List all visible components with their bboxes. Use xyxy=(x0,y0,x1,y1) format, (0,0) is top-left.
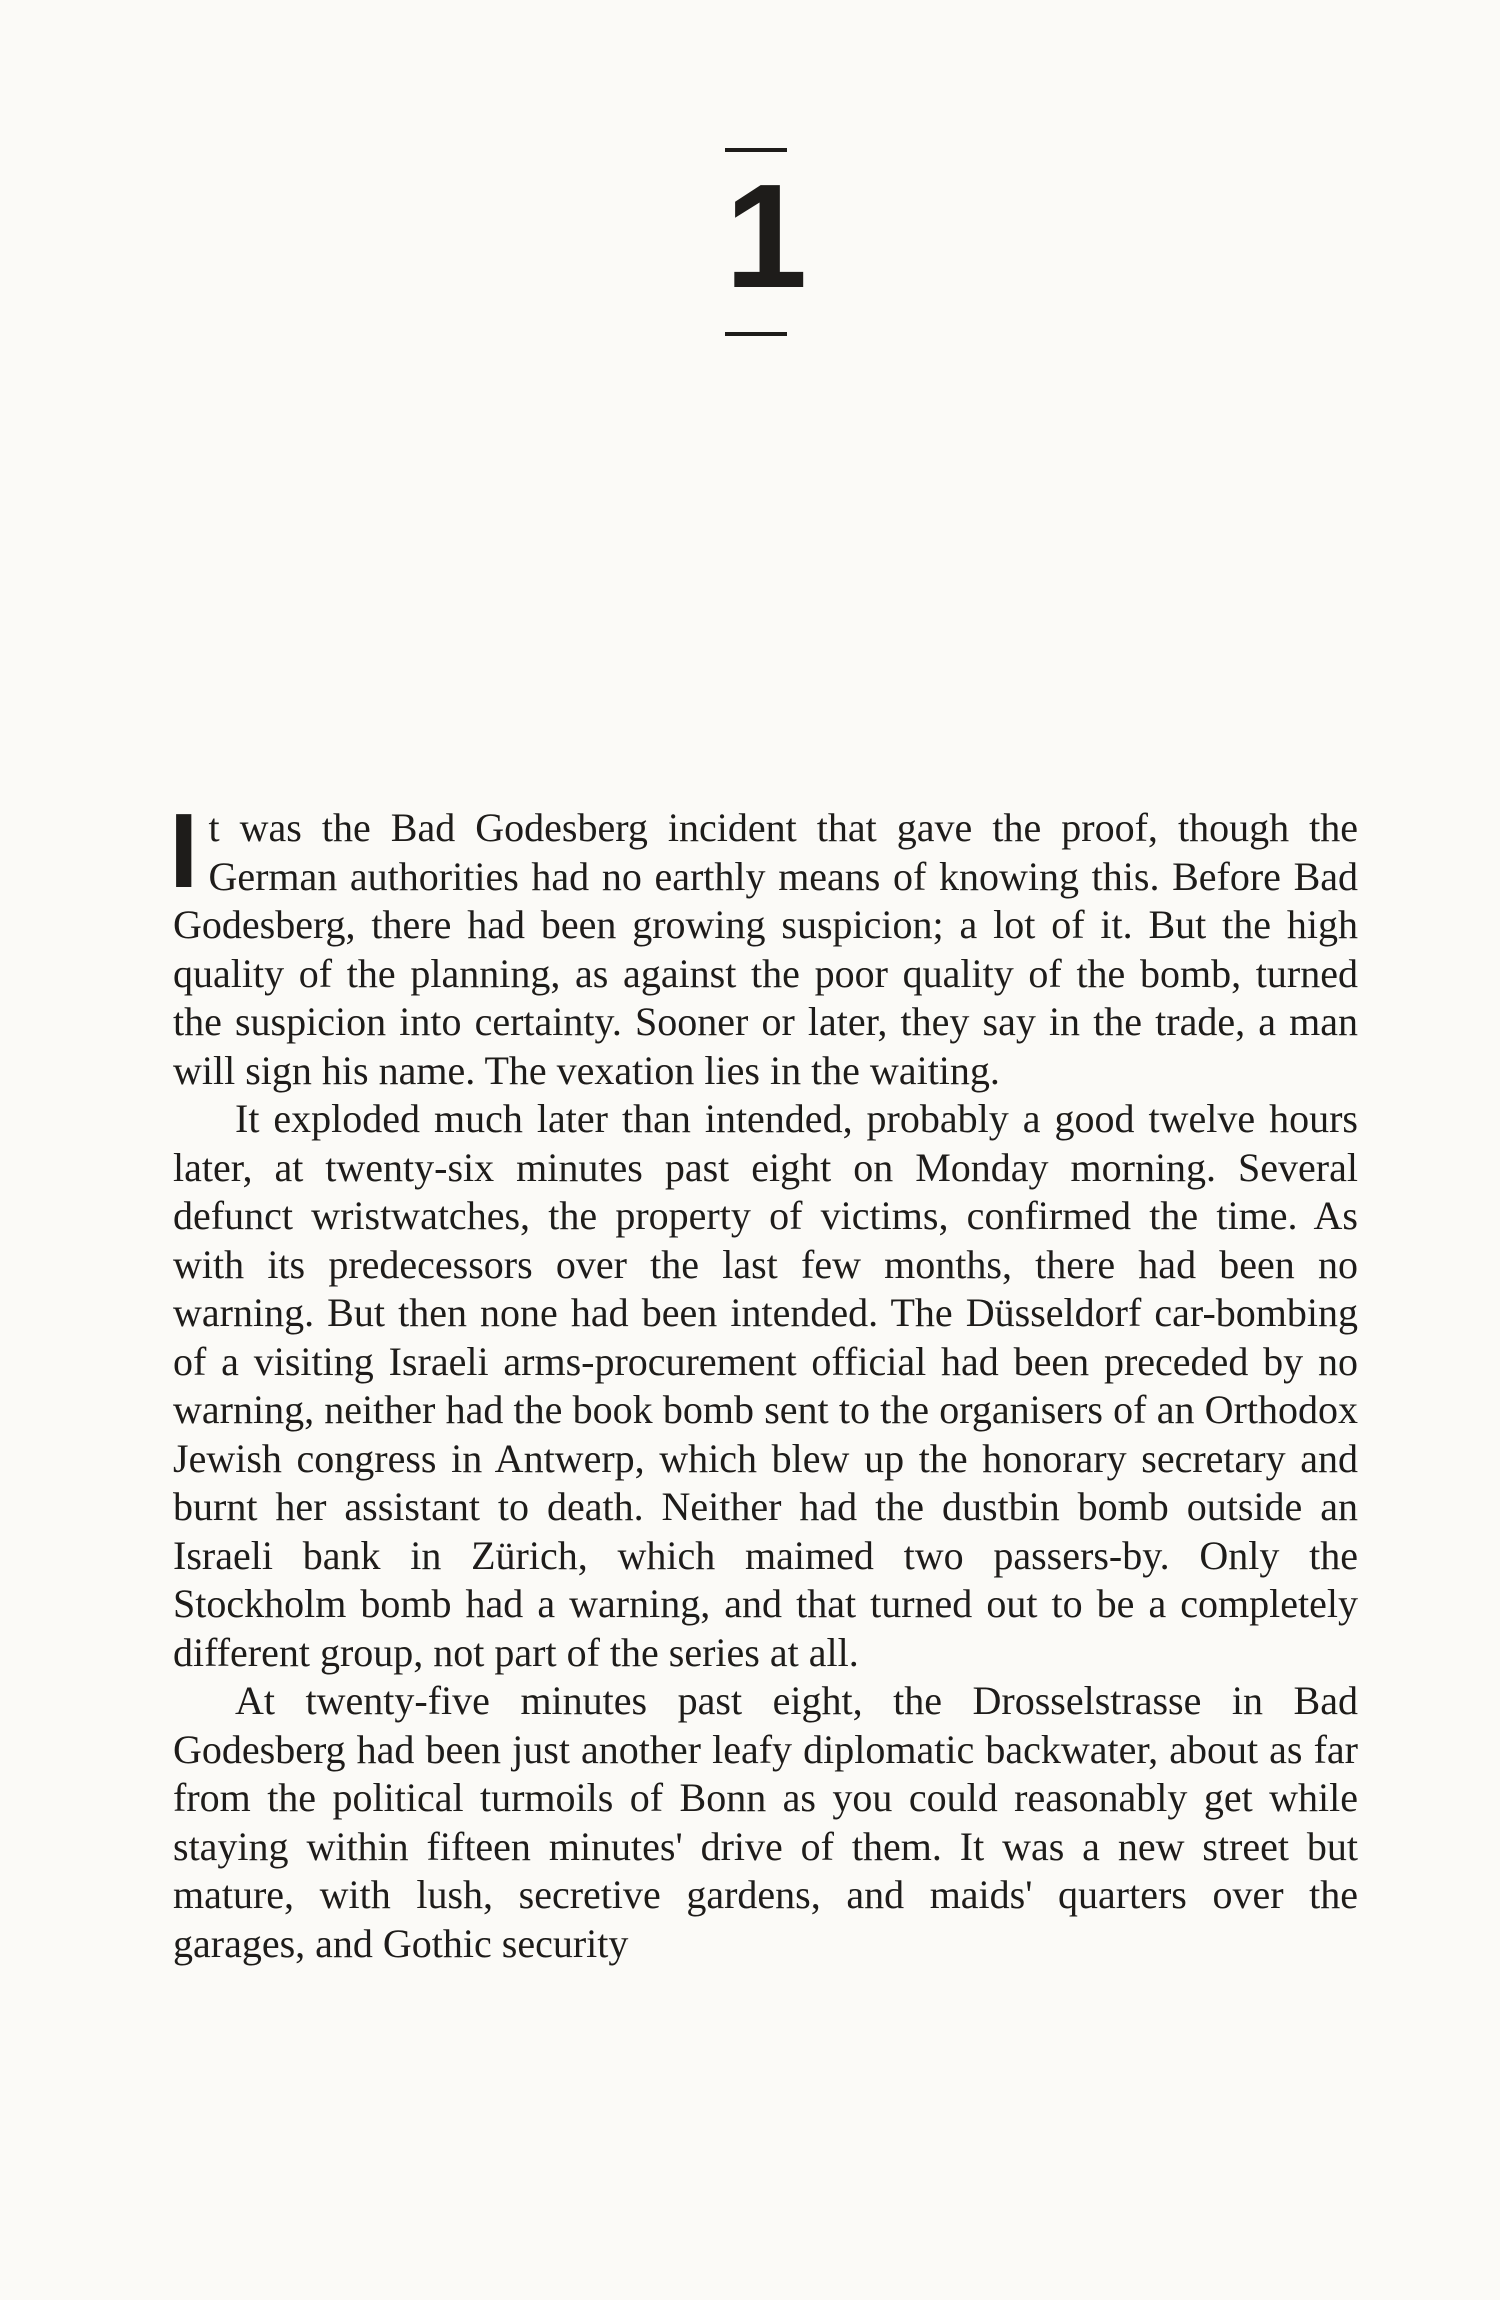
paragraph-1-text: t was the Bad Godesberg incident that gave the proof, though the German authorities had no earthly means of knowing this. Before Bad Godesberg, there had been growing suspicion; a lot of it. But the high quality of the planning, as against the poor quality of the bomb, turned the suspicion into certainty. Sooner or later, they say in the trade, a man will sign his name. The vexation lies in the waiting. xyxy=(173,805,1358,1093)
paragraph-2: It exploded much later than intended, probably a good twelve hours later, at twenty-six minutes past eight on Monday morning. Several defunct wristwatches, the property of victims, confirmed the time. As with its predecessors over the last few months, there had been no warning. But then none had been intended. The Düsseldorf car-bombing of a visiting Israeli arms-procurement official had been preceded by no warning, neither had the book bomb sent to the organisers of an Orthodox Jewish congress in Antwerp, which blew up the honorary secretary and burnt her assistant to death. Neither had the dustbin bomb outside an Israeli bank in Zürich, which maimed two passers-by. Only the Stockholm bomb had a warning, and that turned out to be a completely different group, not part of the series at all. xyxy=(173,1096,1358,1675)
chapter-heading xyxy=(725,148,806,336)
drop-cap: I xyxy=(169,792,199,910)
paragraph-3: At twenty-five minutes past eight, the Drosselstrasse in Bad Godesberg had been just another leafy diplomatic backwater, about as far from the political turmoils of Bonn as you could reasonably get while staying within fifteen minutes' drive of them. It was a new street but mature, with lush, secretive gardens, and maids' quarters over the garages, and Gothic security xyxy=(173,1678,1358,1966)
chapter-bottom-rule xyxy=(725,332,787,336)
chapter-body xyxy=(169,792,1358,1968)
paragraph-1 xyxy=(169,792,1358,1095)
chapter-number: 1 xyxy=(725,154,806,319)
